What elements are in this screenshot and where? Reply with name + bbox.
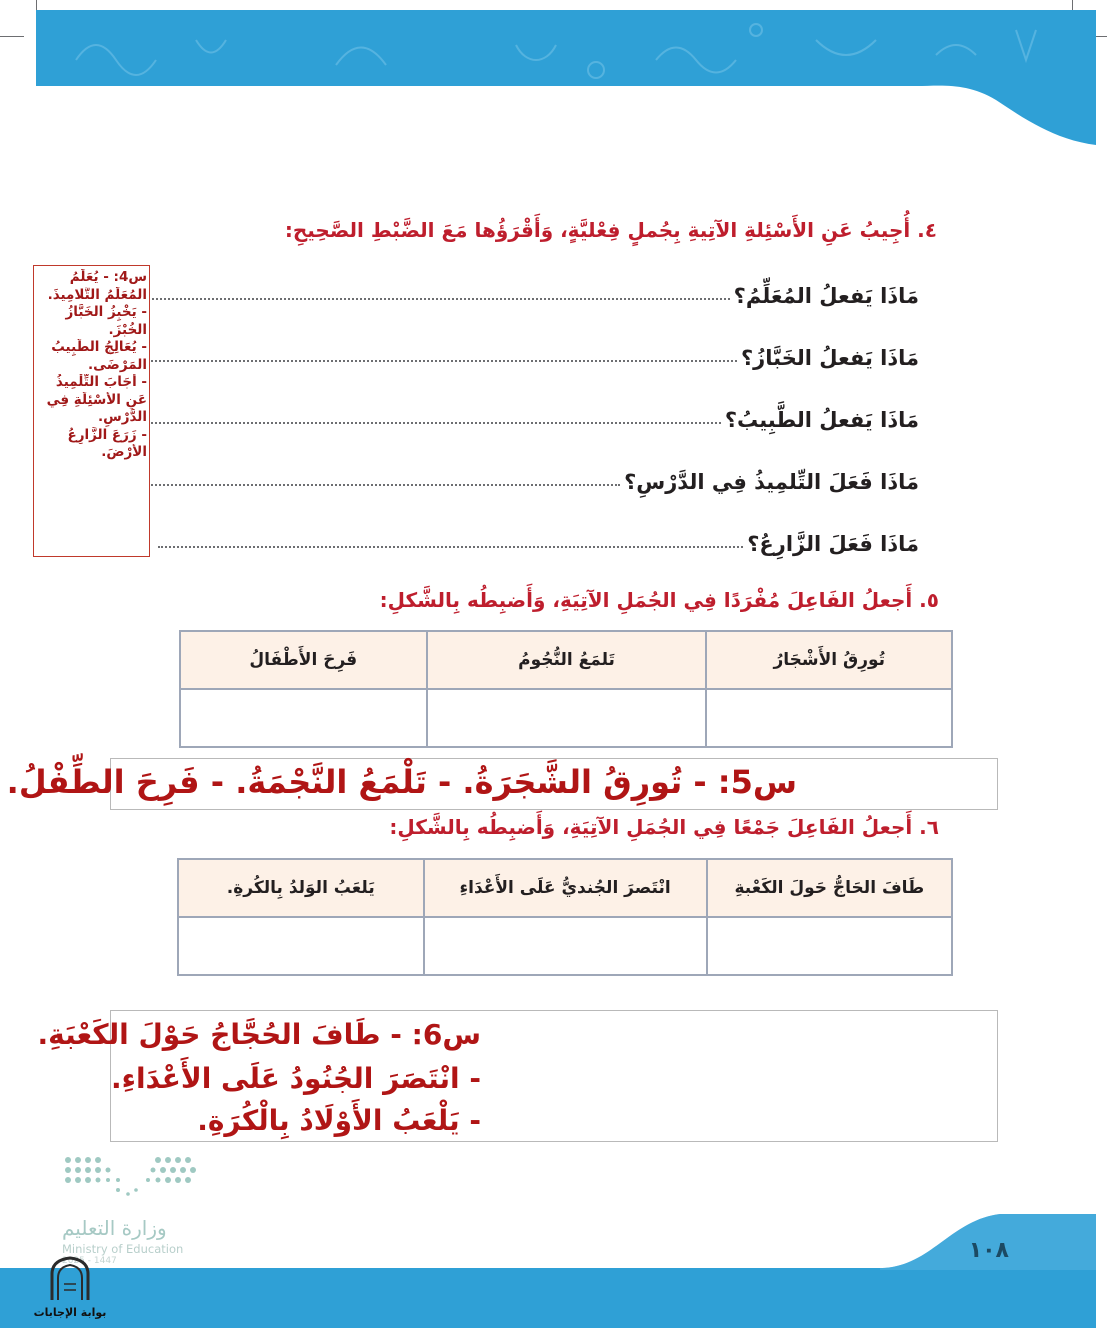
q5-answer-box <box>6 758 998 810</box>
answer-line[interactable] <box>151 422 721 424</box>
question-row <box>151 398 919 432</box>
page-number: ١٠٨ <box>968 1238 1009 1263</box>
crop-mark <box>0 36 24 37</box>
question-text: مَاذَا فَعَلَ الزَّارِعُ؟ <box>747 532 919 556</box>
answer-text: - يُعَالِجُ الطَّبِيبُ <box>51 339 147 355</box>
table-answer-cell[interactable] <box>180 689 427 747</box>
question-text: مَاذَا يَفعلُ الطَّبِيبُ؟ <box>724 408 919 432</box>
section-6-heading: ٦. أَجعلُ الفَاعِلَ جَمْعًا فِي الجُمَلِ الآتِيَةِ، وَأَضبِطُه بِالشَّكلِ: <box>389 815 939 839</box>
section-5-heading: ٥. أَجعلُ الفَاعِلَ مُفْرَدًا فِي الجُمَلِ الآتِيَةِ، وَأَضبِطُه بِالشَّكلِ: <box>379 588 939 612</box>
q6-answer-box <box>37 1010 998 1142</box>
ministry-name-en: Ministry of Education <box>62 1242 184 1256</box>
answer-text: الخُبْزَ. <box>108 321 147 338</box>
answer-text: س5: - تُورِقُ الشَّجَرَةُ. - تَلْمَعُ النَّجْمَةُ. - فَرِحَ الطِّفْلُ. <box>6 763 797 801</box>
table-answer-cell[interactable] <box>424 917 707 975</box>
question-row <box>147 336 919 370</box>
question-row <box>140 460 919 494</box>
answer-text: س4: - يُعَلِّمُ <box>69 269 147 285</box>
top-banner <box>36 10 1096 145</box>
mosque-arch-icon <box>30 1256 110 1302</box>
ministry-dots-icon <box>58 1150 208 1204</box>
ministry-year: 2025 - 1447 <box>62 1256 117 1266</box>
answer-text: الدَّرْسِ. <box>97 409 147 425</box>
table-cell: يَلعَبُ الوَلدُ بِالكُرةِ. <box>178 859 424 917</box>
answer-text: عَنِ الأَسْئِلَةِ فِي <box>46 391 147 408</box>
answer-line[interactable] <box>147 360 737 362</box>
table-cell: تَلمَعُ النُّجُومُ <box>427 631 707 689</box>
answer-text: المَرْضَى. <box>88 356 147 373</box>
answer-text: الأَرْضَ. <box>101 444 147 460</box>
ministry-logo <box>58 1150 208 1268</box>
section-6-table <box>177 858 953 976</box>
table-answer-cell[interactable] <box>706 689 952 747</box>
answer-text: المُعَلِّمُ التَّلامِيذَ. <box>47 286 147 303</box>
answer-text: س6: - طَافَ الحُجَّاجُ حَوْلَ الكَعْبَةِ. <box>37 1018 481 1051</box>
question-text: مَاذَا فَعَلَ التِّلمِيذُ فِي الدَّرْسِ؟ <box>624 470 919 494</box>
answer-text: - انْتَصَرَ الجُنُودُ عَلَى الأَعْدَاءِ. <box>111 1062 481 1095</box>
answer-text: - يَلْعَبُ الأَوْلَادُ بِالْكُرَةِ. <box>197 1104 481 1137</box>
answer-text: - يَخْبِزُ الخَبَّازُ <box>65 304 147 320</box>
table-answer-cell[interactable] <box>427 689 707 747</box>
table-cell: فَرِحَ الأَطْفَالُ <box>180 631 427 689</box>
answer-text: - أَجَابَ التِّلْمِيذُ <box>55 374 147 390</box>
table-cell: تُورِقُ الأَشْجَارُ <box>706 631 952 689</box>
answer-text: - زَرَعَ الزَّارِعُ <box>67 426 147 443</box>
answer-line[interactable] <box>140 298 730 300</box>
table-cell: طَافَ الحَاجُّ حَولَ الكَعْبةِ <box>707 859 952 917</box>
q4-answer-box <box>33 265 150 557</box>
answer-line[interactable] <box>140 484 620 486</box>
table-answer-cell[interactable] <box>178 917 424 975</box>
question-row <box>140 274 919 308</box>
answer-line[interactable] <box>158 546 743 548</box>
portal-logo <box>30 1256 110 1320</box>
portal-name: بوابة الإجابات <box>33 1306 107 1319</box>
section-5-table <box>179 630 953 748</box>
ministry-name-ar: وزارة التعليم <box>62 1216 167 1240</box>
question-row <box>158 522 919 556</box>
table-answer-cell[interactable] <box>707 917 952 975</box>
section-4-heading: ٤. أُجِيبُ عَنِ الأَسْئِلةِ الآتِيةِ بِجُملٍ فِعْليَّةٍ، وَأَقْرَؤُها مَعَ الضَّبْطِ الصَّحِيحِ: <box>284 218 937 242</box>
question-text: مَاذَا يَفعلُ الخَبَّازُ؟ <box>740 346 919 370</box>
table-cell: انْتَصرَ الجُنديُّ عَلَى الأَعْدَاءِ <box>424 859 707 917</box>
question-text: مَاذَا يَفعلُ المُعَلِّمُ؟ <box>733 284 919 308</box>
